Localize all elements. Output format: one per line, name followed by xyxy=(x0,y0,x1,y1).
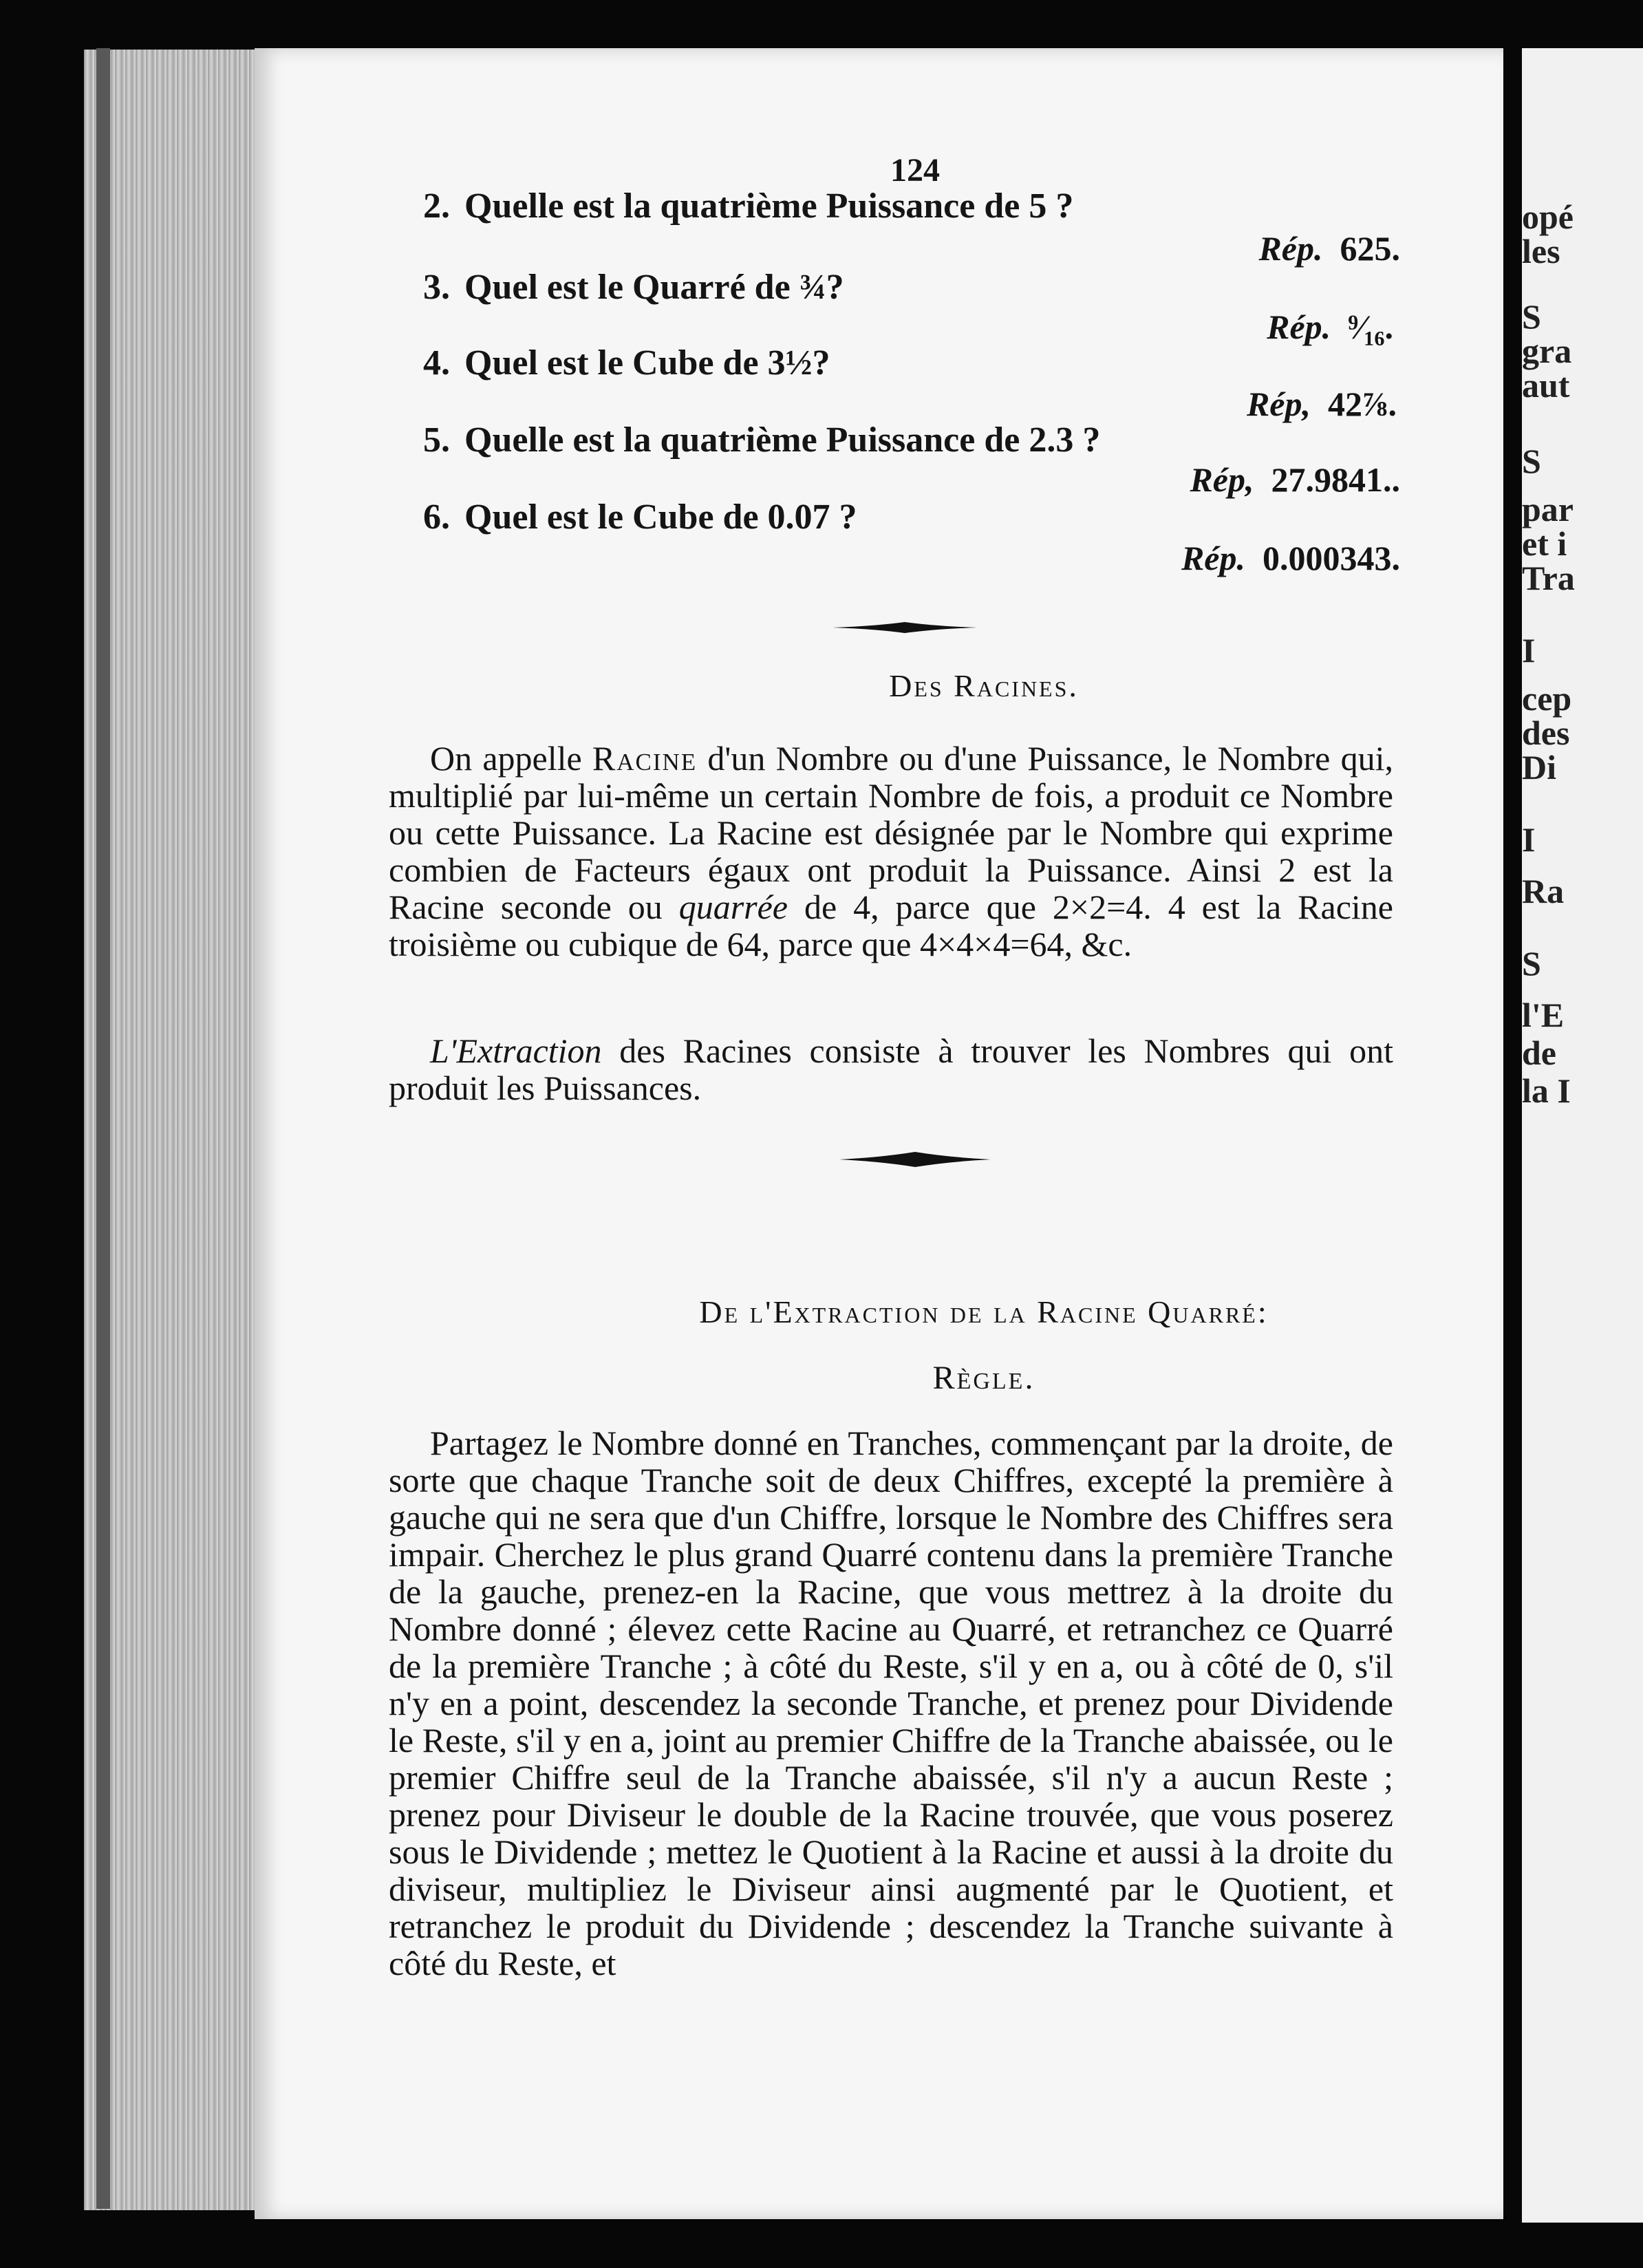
subheading-regle: Règle. xyxy=(932,1360,1035,1396)
facing-fragment: des xyxy=(1522,714,1570,752)
facing-fragment: Tra xyxy=(1522,559,1575,597)
section-heading-extraction: De l'Extraction de la Racine Quarré: xyxy=(699,1294,1269,1329)
facing-fragment: cep xyxy=(1522,679,1572,718)
term-racine: Racine xyxy=(592,739,698,778)
facing-fragment: S xyxy=(1522,442,1541,480)
answer-2: Rép. 625. xyxy=(1258,229,1400,268)
term-extraction: L'Extraction xyxy=(430,1031,602,1070)
book-binding-shadow xyxy=(96,48,110,2209)
question-4: 4. Quel est le Cube de 3½? xyxy=(423,343,830,383)
book-page xyxy=(255,48,1503,2219)
facing-fragment: par xyxy=(1522,490,1574,528)
paragraph-regle: Partagez le Nombre donné en Tranches, commençant par la droite, de sorte que chaque Tranche soit de deux Chiffres, excepté la première à gauche qui ne sera que d'un Chiffre, lorsque le Nombre des Chiffres sera impair. Cherchez le plus grand Quarré contenu dans la première Tranche de la gauche, prenez-en la Racine, que vous mettrez à la droite du Nombre donné ; élevez cette Racine au Quarré, et retranchez ce Quarré de la première Tranche ; à côté du Reste, s'il y en a, ou à côté de 0, s'il n'y en a point, descendez la seconde Tranche, et prenez pour Dividende le Reste, s'il y en a, joint au premier Chiffre de la Tranche abaissée, ou le premier Chiffre seul de la Tranche abaissée, s'il n'y a aucun Reste ; prenez pour Diviseur le double de la Racine trouvée, que vous poserez sous le Dividende ; mettez le Quotient à la Racine et aussi à la droite du diviseur, multipliez le Diviseur ainsi augmenté par le Quotient, et retranchez le produit du Dividende ; descendez la Tranche suivante à côté du Reste, et xyxy=(389,1424,1393,1982)
answer-4: Rép, 42⅞. xyxy=(1246,385,1397,423)
answer-6: Rép. 0.000343. xyxy=(1181,539,1400,577)
page-stack-edge xyxy=(84,50,263,2210)
question-3: 3. Quel est le Quarré de ¾? xyxy=(423,268,844,307)
facing-fragment: Ra xyxy=(1522,872,1565,910)
facing-fragment: l'E xyxy=(1522,996,1565,1034)
paragraph-racine-definition: On appelle Racine d'un Nombre ou d'une Puissance, le Nombre qui, multiplié par lui-même un certain Nombre de fois, a produit ce Nombre ou cette Puissance. La Racine est désignée par le Nombre qui exprime combien de Facteurs égaux ont produit la Puissance. Ainsi 2 est la Racine seconde ou quarrée de 4, parce que 2×2=4. 4 est la Racine troisième ou cubique de 64, parce que 4×4×4=64, &c. xyxy=(389,739,1393,963)
answer-3: Rép. ⁹⁄₁₆. xyxy=(1267,308,1393,346)
facing-fragment: Di xyxy=(1522,748,1556,787)
facing-fragment: I xyxy=(1522,820,1536,859)
term-quarree: quarrée xyxy=(678,888,788,926)
facing-fragment: S xyxy=(1522,944,1541,983)
facing-fragment: les xyxy=(1522,232,1560,270)
facing-fragment: aut xyxy=(1522,366,1570,405)
facing-fragment: et i xyxy=(1522,524,1567,563)
paragraph-extraction-definition: L'Extraction des Racines consiste à trouver les Nombres qui ont produit les Puissances. xyxy=(389,1031,1393,1107)
facing-page-edge xyxy=(1522,48,1643,2223)
facing-fragment: opé xyxy=(1522,197,1574,236)
answer-5: Rép, 27.9841.. xyxy=(1190,460,1400,499)
facing-fragment: de xyxy=(1522,1034,1556,1072)
question-5: 5. Quelle est la quatrième Puissance de 2.3 ? xyxy=(423,420,1101,460)
facing-fragment: I xyxy=(1522,631,1536,670)
question-6: 6. Quel est le Cube de 0.07 ? xyxy=(423,498,857,537)
section-heading-racines: Des Racines. xyxy=(889,668,1079,703)
page-number: 124 xyxy=(890,152,940,189)
question-2: 2. Quelle est la quatrième Puissance de 5 ? xyxy=(423,186,1074,226)
facing-fragment: S xyxy=(1522,297,1541,336)
facing-fragment: gra xyxy=(1522,332,1572,370)
facing-fragment: la I xyxy=(1522,1071,1571,1110)
